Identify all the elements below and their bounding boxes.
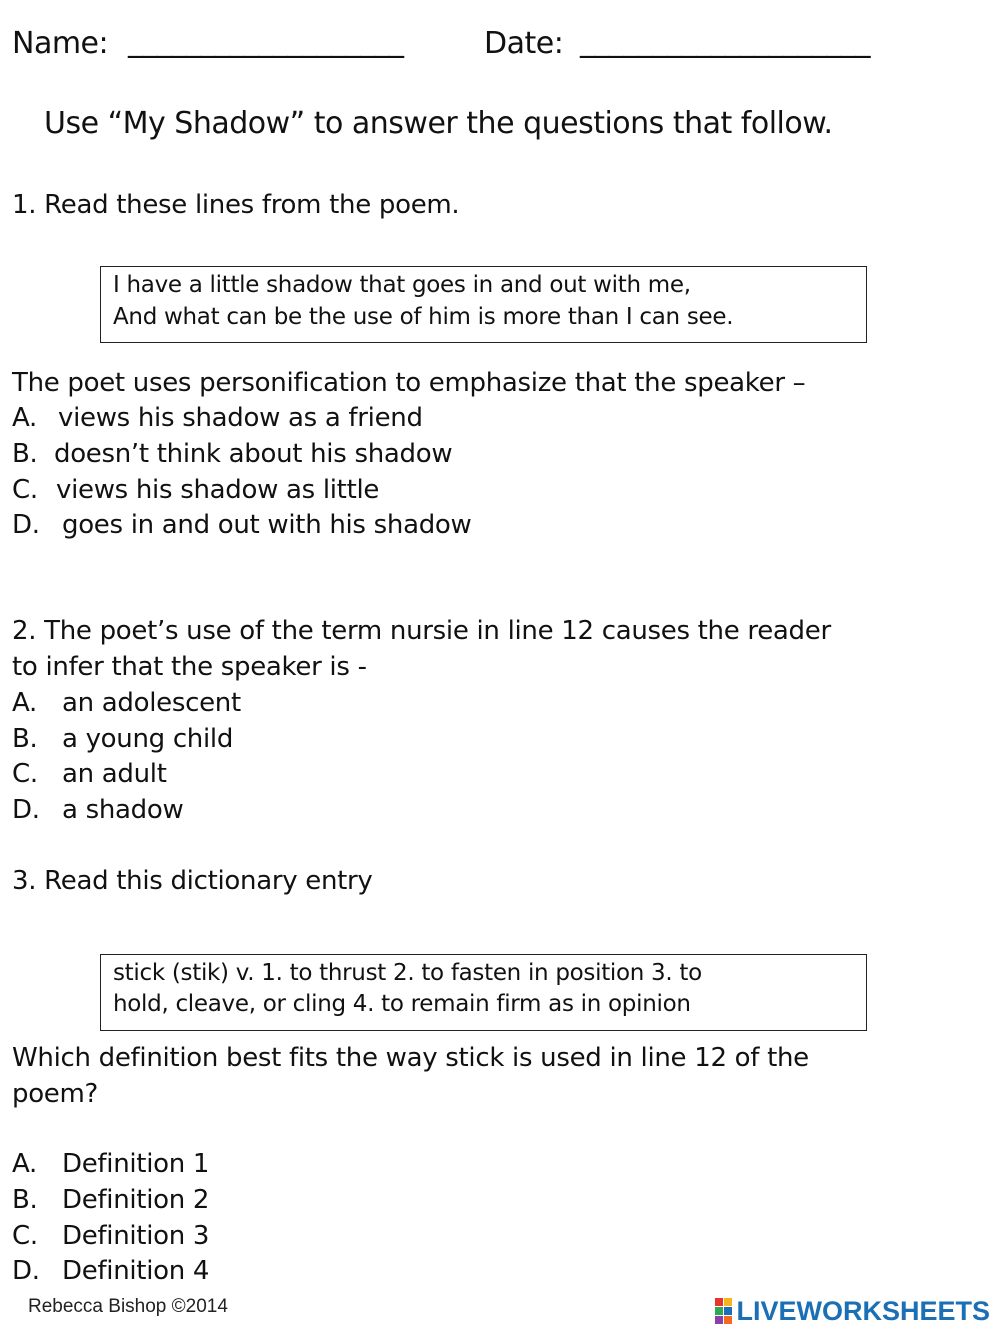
option-text: an adolescent [62, 688, 241, 718]
entry-line-1: stick (stik) v. 1. to thrust 2. to fasten in position 3. to [113, 960, 702, 986]
q1-option-b[interactable] [12, 439, 452, 469]
date-label: Date: [484, 26, 564, 61]
q3-option-b[interactable] [12, 1185, 209, 1215]
option-letter: B. [12, 1185, 38, 1215]
q1-question: The poet uses personification to emphasize that the speaker – [12, 368, 806, 398]
q3-question-line-2: poem? [12, 1079, 99, 1109]
option-letter: A. [12, 688, 37, 718]
option-text: views his shadow as little [56, 475, 380, 505]
option-letter: B. [12, 724, 38, 754]
logo-block [715, 1316, 723, 1324]
option-text: goes in and out with his shadow [62, 510, 472, 540]
excerpt-line-1: I have a little shadow that goes in and out with me, [113, 272, 691, 298]
logo-block [724, 1316, 732, 1324]
q2-option-b[interactable] [12, 724, 233, 754]
q1-prompt: 1. Read these lines from the poem. [12, 190, 460, 220]
option-text: Definition 2 [62, 1185, 210, 1215]
q2-option-a[interactable] [12, 688, 241, 718]
option-letter: A. [12, 403, 37, 433]
q2-option-c[interactable] [12, 759, 167, 789]
logo-block [724, 1298, 732, 1306]
option-text: a shadow [62, 795, 184, 825]
logo-blocks-icon [715, 1298, 732, 1324]
logo-block [724, 1307, 732, 1315]
logo-block [715, 1298, 723, 1306]
entry-line-2: hold, cleave, or cling 4. to remain firm as in opinion [113, 991, 691, 1017]
date-blank[interactable]: ____________________ [580, 24, 870, 59]
option-letter: C. [12, 759, 38, 789]
option-text: Definition 3 [62, 1221, 210, 1251]
q2-option-d[interactable] [12, 795, 183, 825]
q2-question-line-2: to infer that the speaker is - [12, 652, 367, 682]
q1-option-a[interactable] [12, 403, 423, 433]
q3-option-d[interactable] [12, 1256, 209, 1286]
option-letter: D. [12, 795, 40, 825]
liveworksheets-logo[interactable] [715, 1296, 990, 1326]
q1-option-c[interactable] [12, 475, 379, 505]
name-blank[interactable]: ___________________ [128, 24, 404, 59]
option-text: Definition 1 [62, 1149, 210, 1179]
excerpt-line-2: And what can be the use of him is more than I can see. [113, 304, 734, 330]
q3-dictionary-entry-box [100, 954, 867, 1031]
brand-name: LIVEWORKSHEETS [736, 1295, 990, 1326]
option-text: Definition 4 [62, 1256, 210, 1286]
option-text: doesn’t think about his shadow [54, 439, 453, 469]
q2-question-line-1: 2. The poet’s use of the term nursie in line 12 causes the reader [12, 616, 831, 646]
instructions: Use “My Shadow” to answer the questions that follow. [44, 106, 833, 141]
option-text: a young child [62, 724, 234, 754]
option-text: views his shadow as a friend [58, 403, 423, 433]
copyright-credit: Rebecca Bishop ©2014 [28, 1296, 228, 1317]
q1-excerpt-box [100, 266, 867, 343]
logo-block [715, 1307, 723, 1315]
option-letter: C. [12, 475, 38, 505]
q3-question-line-1: Which definition best fits the way stick is used in line 12 of the [12, 1043, 809, 1073]
option-letter: B. [12, 439, 38, 469]
option-letter: D. [12, 510, 40, 540]
q1-option-d[interactable] [12, 510, 471, 540]
option-letter: A. [12, 1149, 37, 1179]
option-letter: D. [12, 1256, 40, 1286]
q3-option-a[interactable] [12, 1149, 209, 1179]
option-text: an adult [62, 759, 167, 789]
name-label: Name: [12, 26, 109, 61]
option-letter: C. [12, 1221, 38, 1251]
q3-prompt: 3. Read this dictionary entry [12, 866, 373, 896]
q3-option-c[interactable] [12, 1221, 209, 1251]
